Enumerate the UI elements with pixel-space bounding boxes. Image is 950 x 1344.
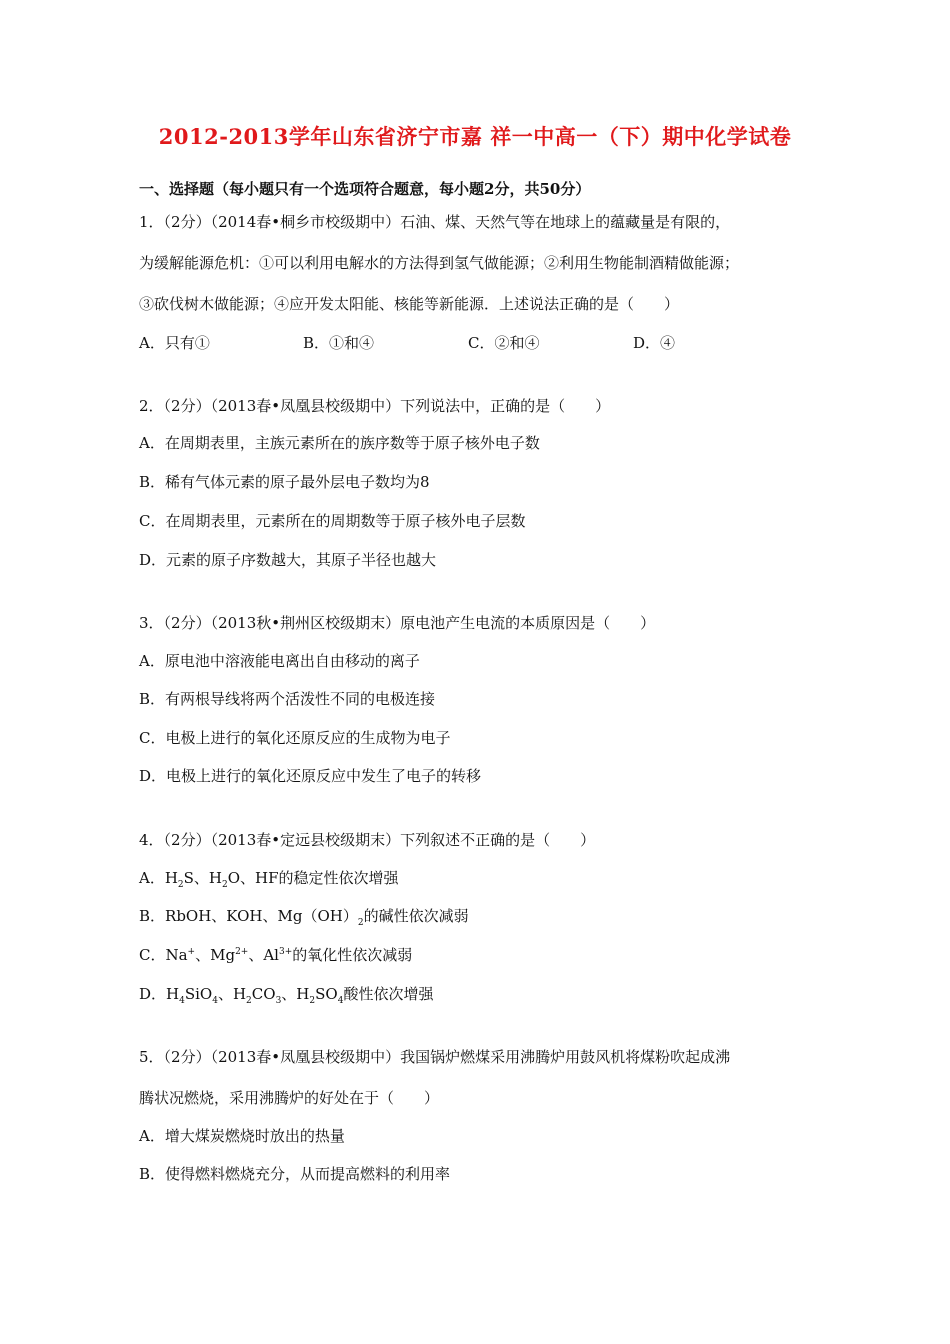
question-3-option-a: A．原电池中溶液能电离出自由移动的离子	[139, 652, 420, 670]
question-3-option-d: D．电极上进行的氧化还原反应中发生了电子的转移	[139, 767, 482, 785]
question-4-stem: 4．（2分）（2013春•定远县校级期末）下列叙述不正确的是（ ）	[139, 831, 596, 849]
question-2-option-b: B．稀有气体元素的原子最外层电子数均为8	[139, 473, 430, 491]
question-2-option-d: D．元素的原子序数越大，其原子半径也越大	[139, 551, 437, 569]
question-4-option-d: D．$H_4SiO_4$、$H_2CO_3$、$H_2SO_4$酸性依次增强	[139, 985, 434, 1006]
page-title: 2012-2013学年山东省济宁市嘉 祥一中高一（下）期中化学试卷	[158, 124, 792, 149]
question-1-option-a: A．只有①	[139, 334, 210, 352]
question-3-option-b: B．有两根导线将两个活泼性不同的电极连接	[139, 690, 436, 708]
section-heading: 一、选择题（每小题只有一个选项符合题意，每小题2分，共50分）	[139, 180, 591, 198]
question-2-option-a: A．在周期表里，主族元素所在的族序数等于原子核外电子数	[139, 434, 540, 452]
question-4-option-b: B．RbOH、KOH、$Mg(OH)_2$的碱性依次减弱	[139, 907, 469, 928]
question-5-option-a: A．增大煤炭燃烧时放出的热量	[139, 1127, 345, 1145]
question-1-line-1: 1．（2分）（2014春•桐乡市校级期中）石油、煤、天然气等在地球上的蕴藏量是有限的，	[139, 213, 731, 231]
question-1-options	[139, 333, 739, 353]
question-4-option-c: C．Na+、$Mg^{2+}$、$Al^{3+}$的氧化性依次减弱	[139, 946, 413, 964]
question-1-option-c: C．②和④	[468, 334, 540, 352]
question-3-option-c: C．电极上进行的氧化还原反应的生成物为电子	[139, 729, 451, 747]
question-4-option-a: A．$H_2S$、$H_2O$、HF的稳定性依次增强	[139, 869, 399, 890]
question-5-option-b: B．使得燃料燃烧充分，从而提高燃料的利用率	[139, 1165, 451, 1183]
question-1-line-2: 为缓解能源危机：①可以利用电解水的方法得到氢气做能源；②利用生物能制酒精做能源；	[139, 254, 740, 272]
question-2-stem: 2．（2分）（2013春•凤凰县校级期中）下列说法中，正确的是（ ）	[139, 397, 611, 415]
question-5-line-1: 5．（2分）（2013春•凤凰县校级期中）我国锅炉燃煤采用沸腾炉用鼓风机将煤粉吹起成沸	[139, 1048, 731, 1066]
question-1-option-d: D．④	[633, 334, 676, 352]
question-1-option-b: B．①和④	[303, 334, 375, 352]
question-2-option-c: C．在周期表里，元素所在的周期数等于原子核外电子层数	[139, 512, 526, 530]
question-3-stem: 3．（2分）（2013秋•荆州区校级期末）原电池产生电流的本质原因是（ ）	[139, 614, 656, 632]
question-1-line-3: ③砍伐树木做能源；④应开发太阳能、核能等新能源．上述说法正确的是（ ）	[139, 295, 680, 313]
question-5-line-2: 腾状况燃烧，采用沸腾炉的好处在于（ ）	[139, 1089, 440, 1107]
